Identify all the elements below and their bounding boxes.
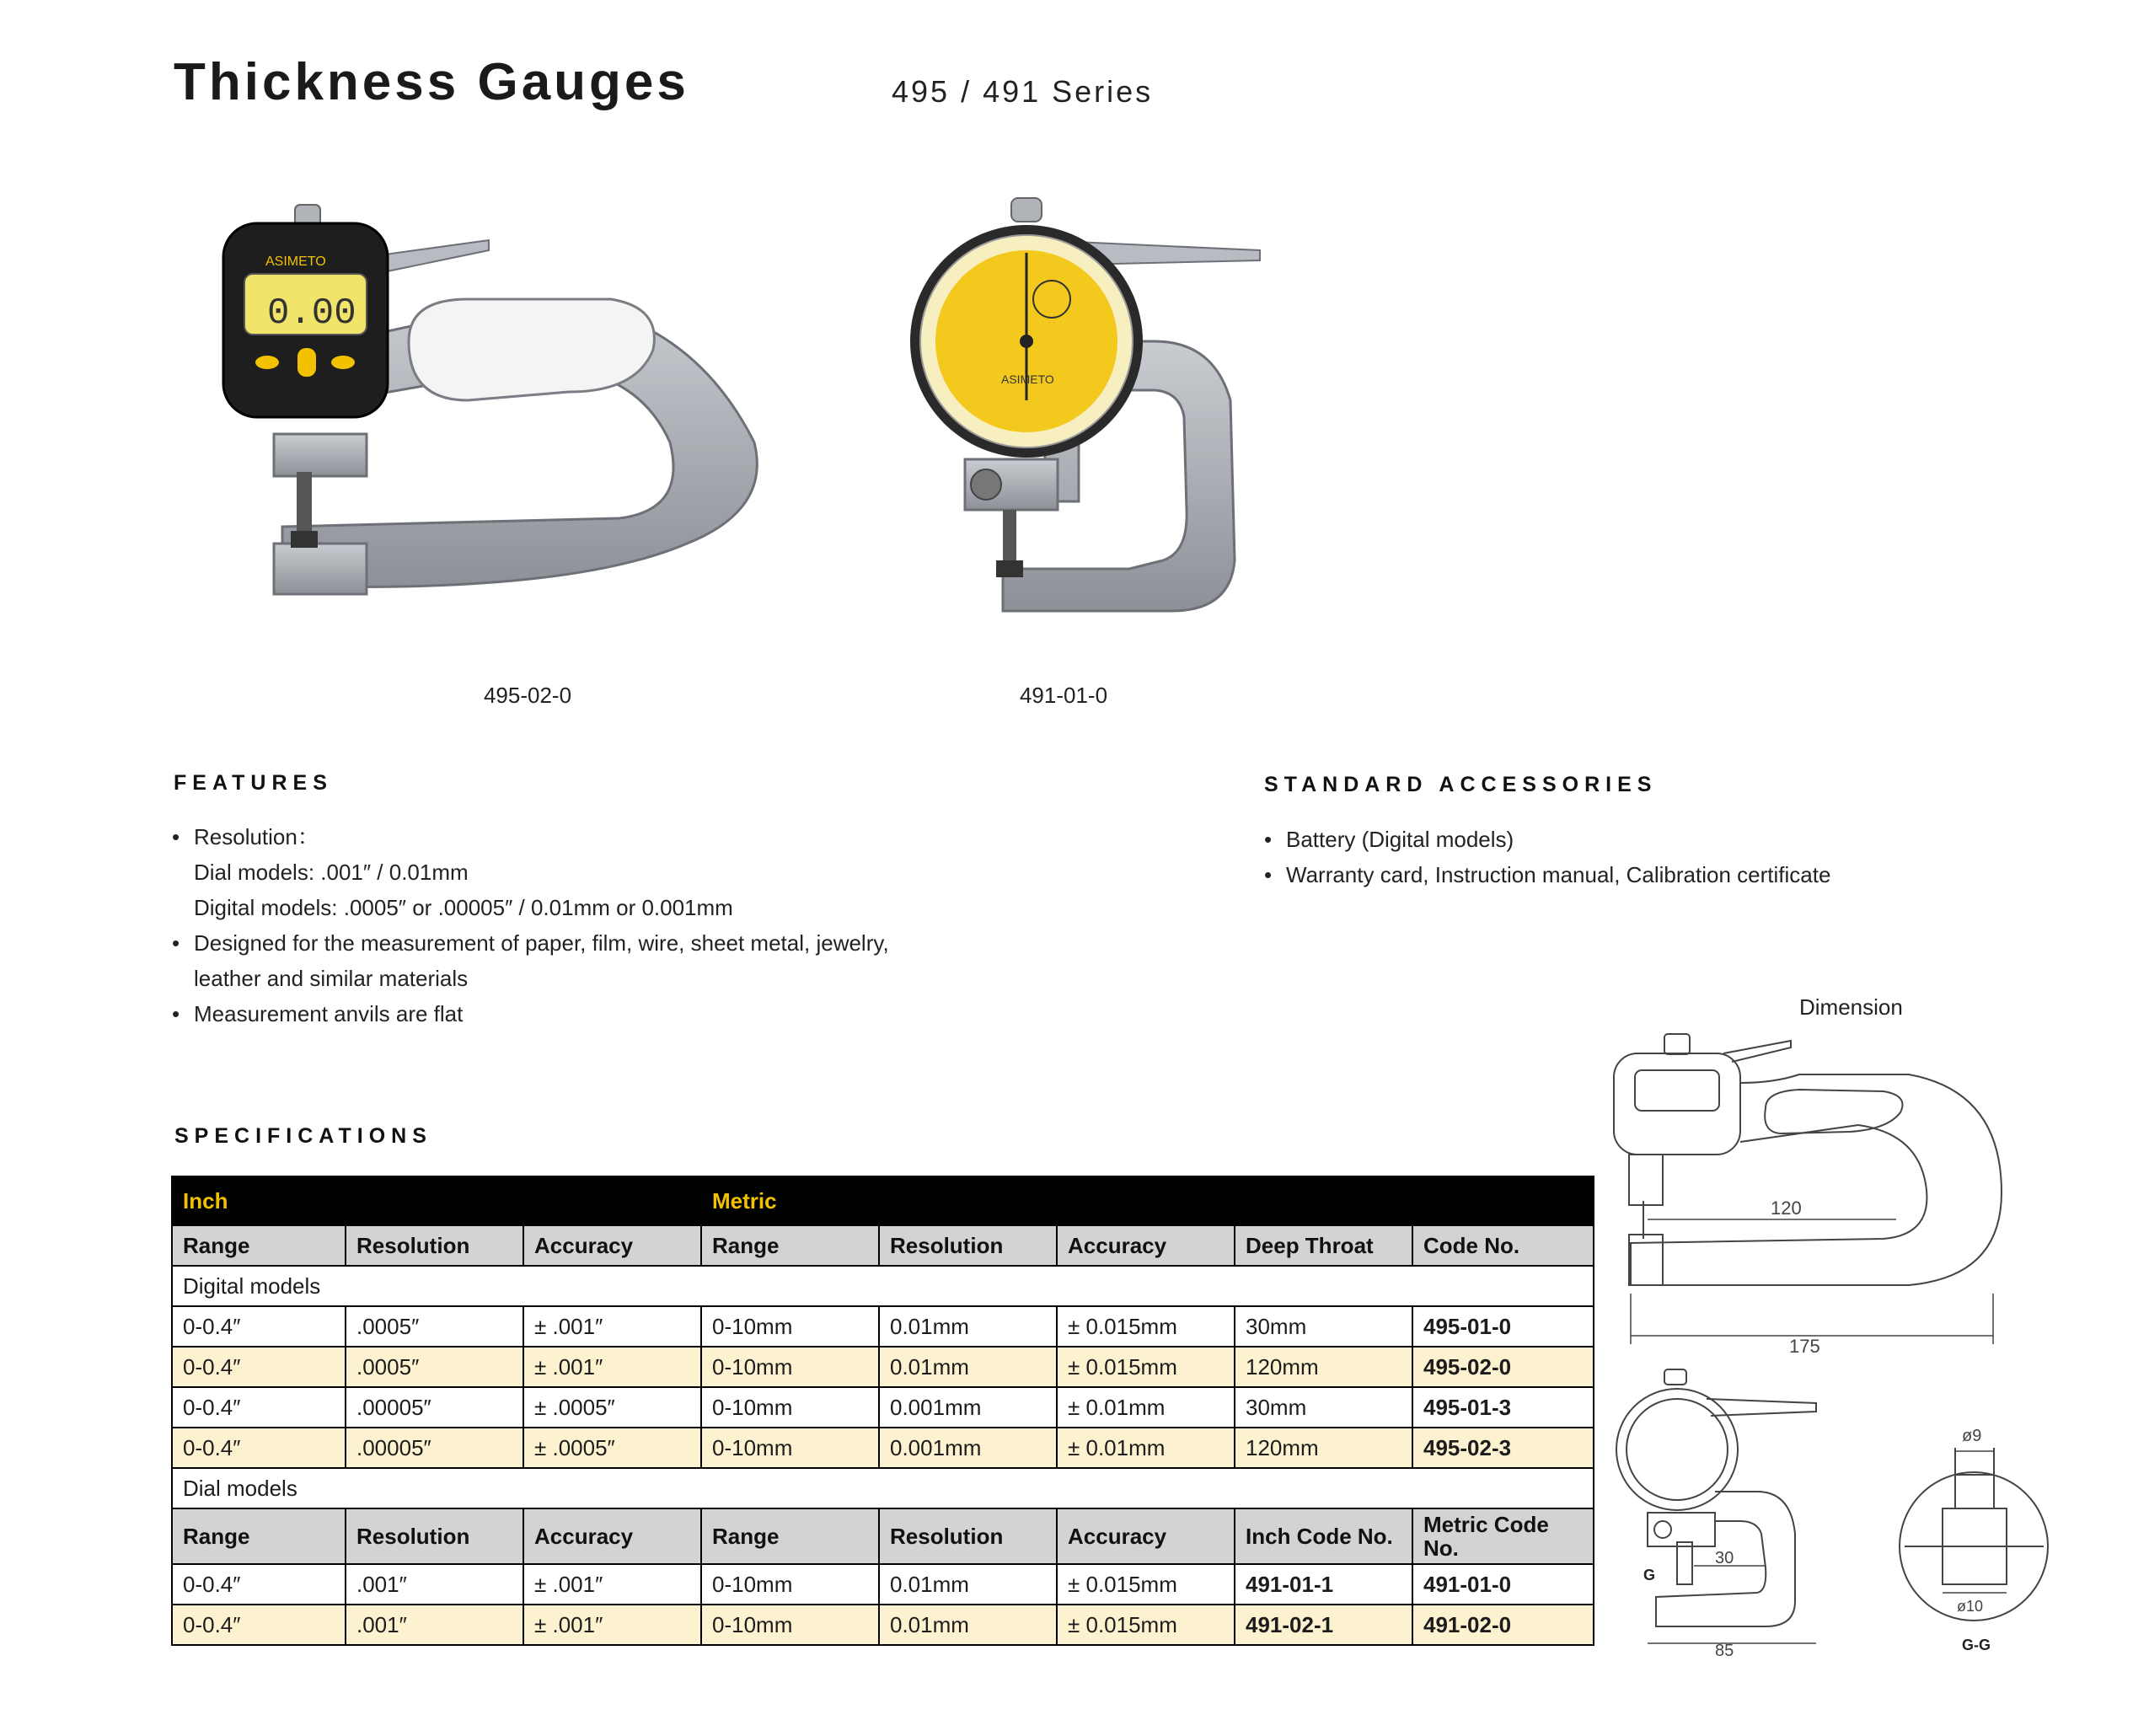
group-row [172, 1468, 1594, 1508]
code-cell: 491-02-1 [1235, 1605, 1412, 1645]
dim-dial-length: 85 [1715, 1642, 1734, 1656]
table-cell: ± .001″ [523, 1347, 701, 1387]
digital-gauge-image [215, 190, 805, 662]
table-cell: .00005″ [346, 1387, 523, 1428]
dimension-label: Dimension [1799, 994, 1903, 1020]
table-cell: 0-10mm [701, 1605, 879, 1645]
table-cell: 30mm [1235, 1387, 1412, 1428]
table-row [172, 1347, 1594, 1387]
table-cell: ± 0.015mm [1057, 1605, 1235, 1645]
column-header: Code No. [1412, 1225, 1594, 1266]
column-header: Accuracy [523, 1508, 701, 1564]
dim-dial-throat: 30 [1715, 1549, 1734, 1567]
column-header: Accuracy [523, 1225, 701, 1266]
table-cell: 0-10mm [701, 1347, 879, 1387]
table-cell: .0005″ [346, 1306, 523, 1347]
table-row [172, 1428, 1594, 1468]
column-header: Inch Code No. [1235, 1508, 1412, 1564]
code-cell: 491-01-1 [1235, 1564, 1412, 1605]
dim-top-diameter: ø9 [1962, 1427, 1982, 1445]
table-cell: ± .0005″ [523, 1428, 701, 1468]
digital-header-row [172, 1225, 1594, 1266]
table-cell: 0-0.4″ [172, 1306, 346, 1347]
table-cell: 0-0.4″ [172, 1564, 346, 1605]
section-dimension-drawing [1879, 1416, 2073, 1660]
table-cell: ± 0.01mm [1057, 1428, 1235, 1468]
table-cell: ± .0005″ [523, 1387, 701, 1428]
dial-brand: ASIMETO [1001, 372, 1054, 386]
table-cell: 0.001mm [879, 1428, 1057, 1468]
table-cell: ± 0.015mm [1057, 1347, 1235, 1387]
dim-digital-throat: 120 [1771, 1198, 1802, 1219]
column-header: Accuracy [1057, 1508, 1235, 1564]
table-cell: ± 0.015mm [1057, 1306, 1235, 1347]
unit-band-row [172, 1176, 1594, 1225]
feature-item: • Measurement anvils are flat [172, 996, 889, 1031]
inch-band-label: Inch [172, 1176, 701, 1225]
code-cell: 495-01-0 [1412, 1306, 1594, 1347]
table-cell: .0005″ [346, 1347, 523, 1387]
column-header: Resolution [346, 1508, 523, 1564]
feature-item: Digital models: .0005″ or .00005″ / 0.01mm or 0.001mm [194, 895, 733, 920]
table-row [172, 1306, 1594, 1347]
table-cell: 0-10mm [701, 1306, 879, 1347]
table-row [172, 1564, 1594, 1605]
table-cell: .001″ [346, 1564, 523, 1605]
accessories-heading: STANDARD ACCESSORIES [1264, 773, 1658, 796]
table-row [172, 1605, 1594, 1645]
table-cell: 0.01mm [879, 1605, 1057, 1645]
code-cell: 491-02-0 [1412, 1605, 1594, 1645]
feature-item: leather and similar materials [194, 966, 469, 991]
table-cell: 0.01mm [879, 1306, 1057, 1347]
column-header: Range [172, 1508, 346, 1564]
feature-item: Dial models: .001″ / 0.01mm [194, 860, 469, 885]
dial-dimension-drawing [1605, 1365, 1850, 1656]
code-cell: 495-02-0 [1412, 1347, 1594, 1387]
column-header: Resolution [346, 1225, 523, 1266]
table-cell: 120mm [1235, 1347, 1412, 1387]
table-cell: .001″ [346, 1605, 523, 1645]
accessory-item: • Warranty card, Instruction manual, Calibration certificate [1264, 857, 1830, 892]
gauge-display: 0.00 [267, 292, 356, 335]
table-cell: 0-0.4″ [172, 1387, 346, 1428]
accessory-item: • Battery (Digital models) [1264, 822, 1830, 857]
product-code-dial: 491-01-0 [1019, 683, 1108, 708]
table-cell: ± 0.015mm [1057, 1564, 1235, 1605]
gauge-brand: ASIMETO [265, 255, 326, 269]
series-label: 495 / 491 Series [892, 74, 1154, 109]
feature-item: • Designed for the measurement of paper, film, wire, sheet metal, jewelry, [172, 925, 889, 961]
dial-models-label: Dial models [172, 1468, 1594, 1508]
table-cell: 0.01mm [879, 1564, 1057, 1605]
specifications-table [171, 1176, 1594, 1646]
table-cell: ± .001″ [523, 1564, 701, 1605]
accessories-list [1264, 822, 1830, 892]
table-cell: 0.001mm [879, 1387, 1057, 1428]
column-header: Metric Code No. [1412, 1508, 1594, 1564]
table-cell: 0-0.4″ [172, 1428, 346, 1468]
features-heading: FEATURES [174, 771, 333, 795]
product-code-digital: 495-02-0 [483, 683, 572, 708]
column-header: Deep Throat [1235, 1225, 1412, 1266]
dial-gauge-image [902, 190, 1289, 670]
column-header: Range [172, 1225, 346, 1266]
dial-header-row [172, 1508, 1594, 1564]
dim-bottom-diameter: ø10 [1957, 1598, 1984, 1615]
feature-item: • Resolution： [172, 819, 889, 855]
code-cell: 491-01-0 [1412, 1564, 1594, 1605]
table-cell: 0-10mm [701, 1564, 879, 1605]
column-header: Resolution [879, 1225, 1057, 1266]
table-cell: 0-10mm [701, 1428, 879, 1468]
section-label: G-G [1962, 1637, 1991, 1653]
metric-band-label: Metric [701, 1176, 1594, 1225]
code-cell: 495-02-3 [1412, 1428, 1594, 1468]
page-title: Thickness Gauges [174, 53, 689, 111]
table-cell: .00005″ [346, 1428, 523, 1468]
table-cell: 120mm [1235, 1428, 1412, 1468]
column-header: Range [701, 1225, 879, 1266]
table-cell: ± .001″ [523, 1605, 701, 1645]
table-cell: ± .001″ [523, 1306, 701, 1347]
specifications-heading: SPECIFICATIONS [174, 1124, 432, 1148]
features-list [172, 819, 889, 1031]
table-cell: 30mm [1235, 1306, 1412, 1347]
table-cell: 0-0.4″ [172, 1347, 346, 1387]
digital-models-label: Digital models [172, 1266, 1594, 1306]
digital-dimension-drawing [1605, 1024, 2018, 1361]
table-cell: 0.01mm [879, 1347, 1057, 1387]
column-header: Range [701, 1508, 879, 1564]
dim-digital-length: 175 [1789, 1336, 1820, 1357]
dim-section-mark: G [1643, 1567, 1656, 1583]
table-cell: 0-0.4″ [172, 1605, 346, 1645]
group-row [172, 1266, 1594, 1306]
table-cell: ± 0.01mm [1057, 1387, 1235, 1428]
column-header: Accuracy [1057, 1225, 1235, 1266]
column-header: Resolution [879, 1508, 1057, 1564]
table-cell: 0-10mm [701, 1387, 879, 1428]
code-cell: 495-01-3 [1412, 1387, 1594, 1428]
table-row [172, 1387, 1594, 1428]
